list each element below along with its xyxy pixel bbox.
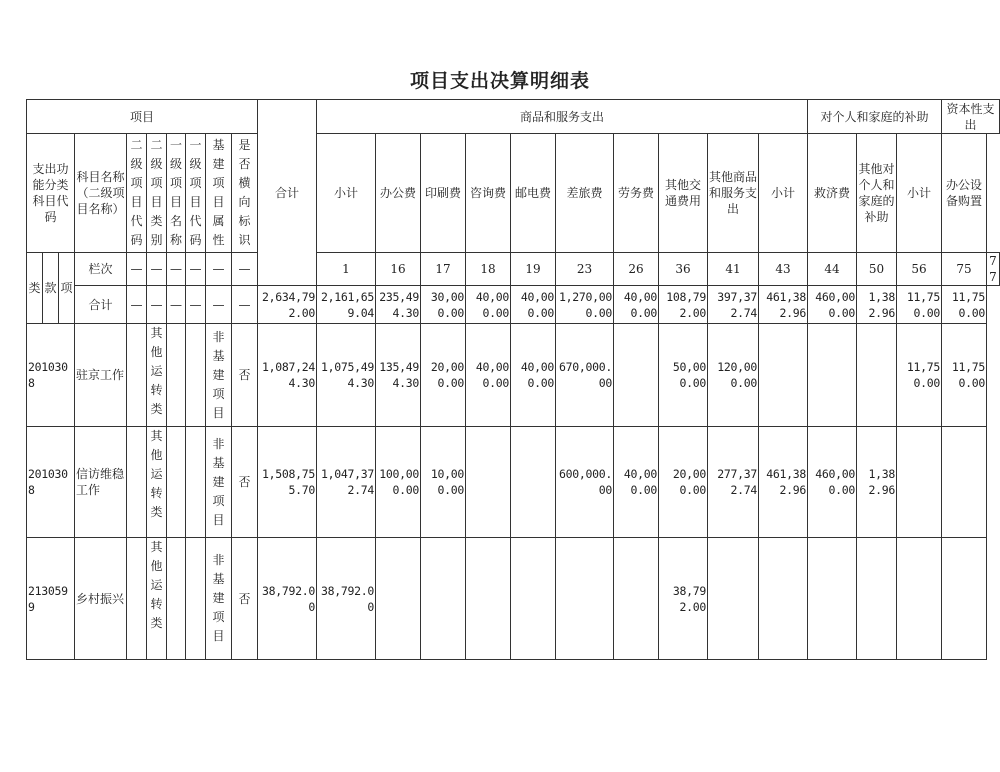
infra-attr-cell: 非基建项目 — [206, 324, 232, 427]
column-number: 18 — [466, 253, 511, 286]
total-value: 460,000.00 — [808, 286, 857, 324]
header-other-transport: 其他交通费用 — [659, 134, 708, 253]
header-l2-type: 二级项目类别 — [147, 134, 167, 253]
header-cross-flag: 是否横向标识 — [232, 134, 258, 253]
value-cell: 40,000.00 — [466, 324, 511, 427]
value-cell — [511, 427, 556, 538]
dash-cell: — — [186, 253, 206, 286]
value-cell: 277,372.74 — [708, 427, 759, 538]
value-cell — [857, 538, 897, 660]
column-number: 77 — [987, 253, 1000, 286]
value-cell — [857, 324, 897, 427]
value-cell — [942, 427, 987, 538]
table-row — [27, 538, 1000, 660]
value-cell — [614, 324, 659, 427]
cross-flag-cell: 否 — [232, 427, 258, 538]
l2-code-cell — [127, 324, 147, 427]
header-section: 款 — [43, 253, 59, 324]
value-cell: 20,000.00 — [659, 427, 708, 538]
total-value: 40,000.00 — [466, 286, 511, 324]
l1-code-cell — [186, 427, 206, 538]
column-index-label: 栏次 — [75, 253, 127, 286]
column-number: 16 — [376, 253, 421, 286]
column-number: 75 — [942, 253, 987, 286]
header-row-groups — [27, 100, 1000, 134]
report-title: 项目支出决算明细表 — [409, 70, 590, 92]
total-value: 30,000.00 — [421, 286, 466, 324]
value-cell: 100,000.00 — [376, 427, 421, 538]
value-cell — [759, 324, 808, 427]
column-index-row — [27, 253, 1000, 286]
total-value: 108,792.00 — [659, 286, 708, 324]
header-item: 项 — [59, 253, 75, 324]
value-cell: 11,750.00 — [942, 324, 987, 427]
project-name-cell: 信访维稳工作 — [75, 427, 127, 538]
value-cell — [511, 538, 556, 660]
header-project: 项目 — [27, 100, 258, 134]
value-cell: 135,494.30 — [376, 324, 421, 427]
dash-cell: — — [147, 286, 167, 324]
total-value: 40,000.00 — [511, 286, 556, 324]
header-func-code: 支出功能分类科目代码 — [27, 134, 75, 253]
infra-attr-cell: 非基建项目 — [206, 427, 232, 538]
header-row-columns — [27, 134, 1000, 253]
value-cell: 50,000.00 — [659, 324, 708, 427]
dash-cell: — — [127, 253, 147, 286]
value-cell: 11,750.00 — [897, 324, 942, 427]
dash-cell: — — [232, 286, 258, 324]
dash-cell: — — [206, 286, 232, 324]
value-cell — [376, 538, 421, 660]
table-row — [27, 324, 1000, 427]
column-number: 23 — [556, 253, 614, 286]
project-type-cell: 其他运转类 — [147, 538, 167, 660]
header-l1-name: 一级项目名称 — [167, 134, 186, 253]
column-number: 26 — [614, 253, 659, 286]
totals-label: 合计 — [75, 286, 127, 324]
value-cell — [897, 538, 942, 660]
value-cell: 600,000.00 — [556, 427, 614, 538]
header-office-equipment: 办公设备购置 — [942, 134, 987, 253]
function-code-cell: 2010308 — [27, 324, 75, 427]
value-cell: 670,000.00 — [556, 324, 614, 427]
total-value: 461,382.96 — [759, 286, 808, 324]
value-cell — [759, 538, 808, 660]
project-type-cell: 其他运转类 — [147, 427, 167, 538]
header-subsidy-subtotal: 小计 — [759, 134, 808, 253]
cross-flag-cell: 否 — [232, 324, 258, 427]
column-number: 19 — [511, 253, 556, 286]
l1-name-cell — [167, 538, 186, 660]
l1-code-cell — [186, 324, 206, 427]
value-cell: 1,508,755.70 — [258, 427, 317, 538]
header-office: 办公费 — [376, 134, 421, 253]
header-consulting: 咨询费 — [466, 134, 511, 253]
function-code-cell: 2010308 — [27, 427, 75, 538]
project-expenditure-table — [26, 99, 1000, 660]
header-other-subsidy: 其他对个人和家庭的补助 — [857, 134, 897, 253]
total-value: 235,494.30 — [376, 286, 421, 324]
total-value: 1,270,000.00 — [556, 286, 614, 324]
value-cell — [466, 538, 511, 660]
value-cell: 1,087,244.30 — [258, 324, 317, 427]
column-number: 56 — [897, 253, 942, 286]
value-cell: 38,792.00 — [258, 538, 317, 660]
column-number: 44 — [808, 253, 857, 286]
total-value: 2,161,659.04 — [317, 286, 376, 324]
total-value: 397,372.74 — [708, 286, 759, 324]
value-cell — [466, 427, 511, 538]
dash-cell: — — [167, 253, 186, 286]
l2-code-cell — [127, 538, 147, 660]
header-gs-subtotal: 小计 — [317, 134, 376, 253]
value-cell: 40,000.00 — [511, 324, 556, 427]
header-subject-name: 科目名称（二级项目名称） — [75, 134, 127, 253]
header-l2-code: 二级项目代码 — [127, 134, 147, 253]
header-capital: 资本性支出 — [942, 100, 1000, 134]
header-infra-attr: 基建项目属性 — [206, 134, 232, 253]
total-value: 1,382.96 — [857, 286, 897, 324]
l2-code-cell — [127, 427, 147, 538]
value-cell — [556, 538, 614, 660]
value-cell: 120,000.00 — [708, 324, 759, 427]
header-printing: 印刷费 — [421, 134, 466, 253]
dash-cell: — — [147, 253, 167, 286]
total-value: 11,750.00 — [942, 286, 987, 324]
header-total: 合计 — [258, 100, 317, 286]
value-cell: 38,792.00 — [317, 538, 376, 660]
value-cell — [421, 538, 466, 660]
total-value: 40,000.00 — [614, 286, 659, 324]
value-cell — [808, 324, 857, 427]
l1-code-cell — [186, 538, 206, 660]
header-goods-services: 商品和服务支出 — [317, 100, 808, 134]
header-capital-subtotal: 小计 — [897, 134, 942, 253]
column-number: 17 — [421, 253, 466, 286]
value-cell — [808, 538, 857, 660]
header-travel: 差旅费 — [556, 134, 614, 253]
dash-cell: — — [232, 253, 258, 286]
function-code-cell: 2130599 — [27, 538, 75, 660]
project-type-cell: 其他运转类 — [147, 324, 167, 427]
header-category: 类 — [27, 253, 43, 324]
dash-cell: — — [127, 286, 147, 324]
value-cell: 10,000.00 — [421, 427, 466, 538]
value-cell: 20,000.00 — [421, 324, 466, 427]
value-cell: 1,382.96 — [857, 427, 897, 538]
header-subsidies: 对个人和家庭的补助 — [808, 100, 942, 134]
value-cell: 460,000.00 — [808, 427, 857, 538]
total-value: 2,634,792.00 — [258, 286, 317, 324]
header-labor: 劳务费 — [614, 134, 659, 253]
cross-flag-cell: 否 — [232, 538, 258, 660]
value-cell: 40,000.00 — [614, 427, 659, 538]
value-cell — [614, 538, 659, 660]
totals-row — [27, 286, 1000, 324]
header-other-goods: 其他商品和服务支出 — [708, 134, 759, 253]
value-cell: 1,075,494.30 — [317, 324, 376, 427]
column-number: 50 — [857, 253, 897, 286]
column-number: 36 — [659, 253, 708, 286]
value-cell — [708, 538, 759, 660]
dash-cell: — — [206, 253, 232, 286]
header-postal: 邮电费 — [511, 134, 556, 253]
header-relief: 救济费 — [808, 134, 857, 253]
dash-cell: — — [186, 286, 206, 324]
table-row — [27, 427, 1000, 538]
total-value: 11,750.00 — [897, 286, 942, 324]
project-name-cell: 驻京工作 — [75, 324, 127, 427]
l1-name-cell — [167, 427, 186, 538]
value-cell: 1,047,372.74 — [317, 427, 376, 538]
dash-cell: — — [167, 286, 186, 324]
infra-attr-cell: 非基建项目 — [206, 538, 232, 660]
l1-name-cell — [167, 324, 186, 427]
column-number: 43 — [759, 253, 808, 286]
project-name-cell: 乡村振兴 — [75, 538, 127, 660]
column-number: 1 — [317, 253, 376, 286]
value-cell — [897, 427, 942, 538]
column-number: 41 — [708, 253, 759, 286]
value-cell — [942, 538, 987, 660]
value-cell: 38,792.00 — [659, 538, 708, 660]
value-cell: 461,382.96 — [759, 427, 808, 538]
header-l1-code: 一级项目代码 — [186, 134, 206, 253]
